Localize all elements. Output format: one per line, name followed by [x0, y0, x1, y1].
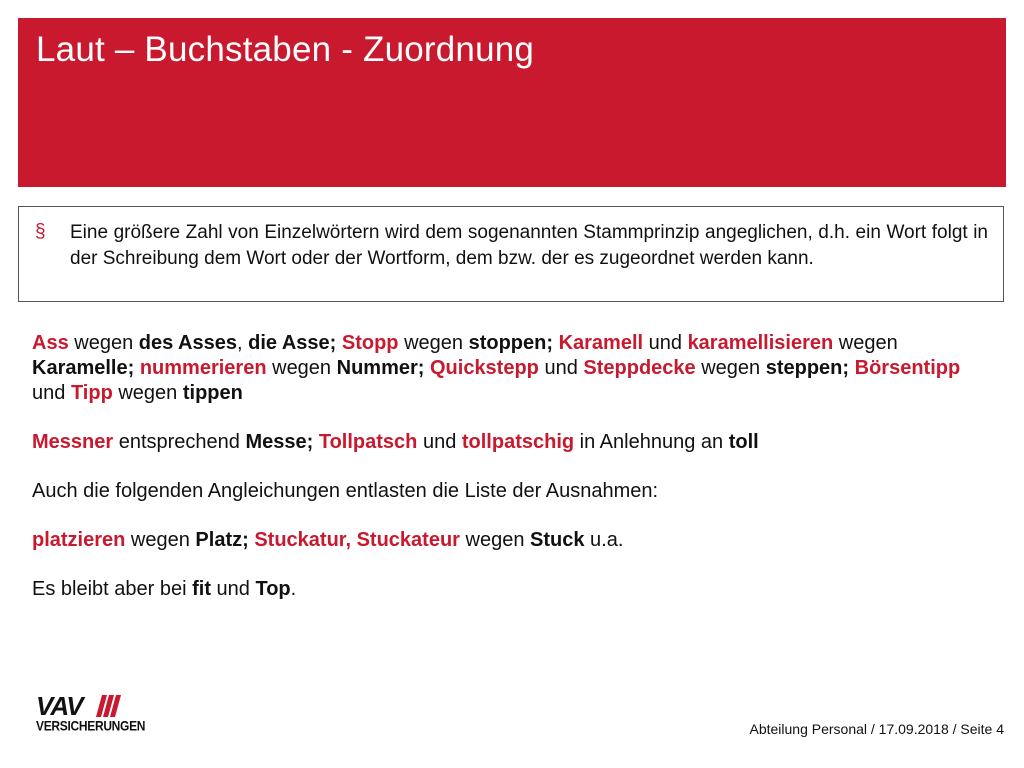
text-segment: wegen: [125, 529, 196, 551]
bold-word: Karamelle;: [32, 357, 135, 379]
bullet-text: Eine größere Zahl von Einzelwörtern wird dem sogenannten Stammprinzip angeglichen, d.h. ein Wort folgt in der Schreibung dem Wort oder der Wortform, dem bzw. der es zugeordnet werden kann.: [70, 222, 988, 269]
text-segment: wegen: [695, 357, 766, 379]
bold-word: Messe;: [245, 431, 314, 453]
bold-word: Stuck: [530, 529, 585, 551]
bold-word: fit: [192, 578, 211, 600]
highlight-word: platzieren: [32, 529, 126, 551]
text-segment: wegen: [459, 529, 531, 551]
highlight-word: Börsentipp: [854, 357, 961, 379]
text-segment: in Anlehnung an: [574, 431, 729, 453]
logo-subtitle: VERSICHERUNGEN: [36, 718, 146, 735]
highlight-word: Karamell: [558, 332, 644, 354]
paragraph: [32, 577, 972, 602]
header-band: [18, 18, 1006, 187]
text-segment: Es bleibt aber bei: [32, 578, 193, 600]
bold-word: steppen;: [765, 357, 850, 379]
text-segment: wegen: [68, 332, 139, 354]
text-segment: .: [290, 578, 297, 600]
slide-title: Laut – Buchstaben - Zuordnung: [36, 30, 535, 69]
highlight-word: tollpatschig: [461, 431, 575, 453]
highlight-word: Tipp: [70, 382, 113, 404]
paragraph: [32, 528, 972, 553]
content-body: [32, 331, 972, 626]
footer-text: Abteilung Personal / 17.09.2018 / Seite 4: [749, 721, 1004, 737]
logo-slashes-icon: [96, 695, 122, 717]
text-segment: und: [643, 332, 688, 354]
highlight-word: Stopp: [341, 332, 399, 354]
highlight-word: Steppdecke: [583, 357, 696, 379]
highlight-word: Tollpatsch: [318, 431, 418, 453]
logo-wordmark: VAV: [36, 691, 83, 721]
bold-word: Platz;: [195, 529, 249, 551]
highlight-word: Messner: [32, 431, 114, 453]
text-segment: wegen: [266, 357, 337, 379]
bold-word: toll: [728, 431, 759, 453]
highlight-word: Stuckatur, Stuckateur: [254, 529, 460, 551]
text-segment: und: [211, 578, 256, 600]
paragraph: [32, 430, 972, 455]
text-segment: wegen: [398, 332, 469, 354]
bold-word: Top: [255, 578, 291, 600]
text-segment: u.a.: [584, 529, 624, 551]
section-bullet-icon: §: [35, 221, 46, 242]
vav-logo: [36, 691, 156, 736]
paragraph: [32, 331, 972, 406]
text-segment: entsprechend: [113, 431, 246, 453]
paragraph: [32, 479, 972, 504]
text-segment: und: [538, 357, 584, 379]
text-segment: Auch die folgenden Angleichungen entlasten die Liste der Ausnahmen:: [32, 480, 659, 502]
bold-word: die Asse;: [248, 332, 337, 354]
text-segment: und: [417, 431, 462, 453]
logo-main: [36, 691, 83, 721]
highlight-word: Ass: [32, 332, 69, 354]
text-segment: wegen: [833, 332, 898, 354]
highlight-word: Quickstepp: [429, 357, 539, 379]
bold-word: tippen: [182, 382, 243, 404]
bold-word: des Asses: [138, 332, 237, 354]
bold-word: stoppen;: [468, 332, 554, 354]
highlight-word: karamellisieren: [687, 332, 834, 354]
text-segment: und: [32, 382, 71, 404]
bold-word: Nummer;: [336, 357, 425, 379]
bullet-box: [18, 206, 1004, 302]
text-segment: ,: [236, 332, 249, 354]
text-segment: wegen: [112, 382, 183, 404]
highlight-word: nummerieren: [139, 357, 267, 379]
